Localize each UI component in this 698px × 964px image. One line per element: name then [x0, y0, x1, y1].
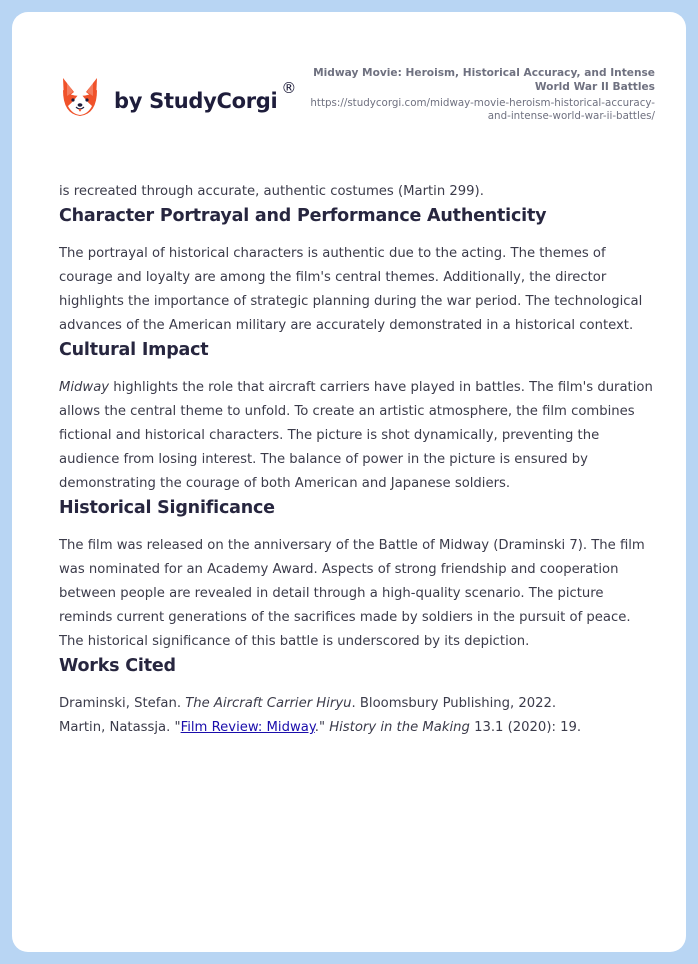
document-meta [295, 66, 655, 123]
registered-mark: ® [281, 79, 297, 97]
document-title: Midway Movie: Heroism, Historical Accuracy, and Intense World War II Battles [313, 67, 655, 93]
works-cited-heading: Works Cited [59, 656, 176, 676]
citation-journal: History in the Making [329, 720, 470, 735]
intro-fragment: is recreated through accurate, authentic costumes (Martin 299). [59, 184, 484, 199]
citation-punctuation: ." [314, 720, 330, 735]
paragraph-text: highlights the role that aircraft carriers have played in battles. The film's duration allows the central theme to unfold. To create an artistic atmosphere, the film combines fictional and historical characters. The picture is shot dynamically, preventing the audience from losing interest. The balance of power in the picture is ensured by demonstrating the courage of both American and Japanese soldiers. [59, 380, 653, 491]
studycorgi-logo[interactable] [60, 76, 296, 120]
citation-author: Martin, Natassja. " [59, 720, 181, 735]
citation-author: Draminski, Stefan. [59, 696, 186, 711]
section-heading-historical-significance: Historical Significance [59, 498, 275, 518]
section-heading-character-portrayal: Character Portrayal and Performance Authenticity [59, 206, 547, 226]
brand-name: by StudyCorgi [114, 89, 278, 113]
works-cited-entry [59, 692, 659, 716]
section-paragraph-cultural-impact [59, 376, 659, 496]
document-body [59, 180, 659, 740]
citation-publisher: . Bloomsbury Publishing, 2022. [351, 696, 557, 711]
section-heading-cultural-impact: Cultural Impact [59, 340, 209, 360]
citation-link[interactable]: Film Review: Midway [180, 720, 315, 735]
section-paragraph-character-portrayal: The portrayal of historical characters is authentic due to the acting. The themes of courage and loyalty are among the film's central themes. Additionally, the director highlights the importance of strategic planning during the war period. The technological advances of the American military are accurately demonstrated in a historical context. [59, 246, 643, 333]
film-title-italic: Midway [59, 380, 110, 395]
document-url[interactable]: https://studycorgi.com/midway-movie-heroism-historical-accuracy-and-intense-world-war-ii-battles/ [310, 97, 655, 122]
corgi-logo-icon [60, 76, 100, 120]
document-card [12, 12, 686, 952]
citation-title: The Aircraft Carrier Hiryu [185, 696, 352, 711]
citation-details: 13.1 (2020): 19. [469, 720, 582, 735]
document-header [12, 12, 686, 162]
section-paragraph-historical-significance: The film was released on the anniversary of the Battle of Midway (Draminski 7). The film was nominated for an Academy Award. Aspects of strong friendship and cooperation between people are revealed in detail through a high-quality scenario. The picture reminds current generations of the sacrifices made by soldiers in the pursuit of peace. The historical significance of this battle is underscored by its depiction. [59, 538, 645, 649]
works-cited-entry [59, 716, 659, 740]
